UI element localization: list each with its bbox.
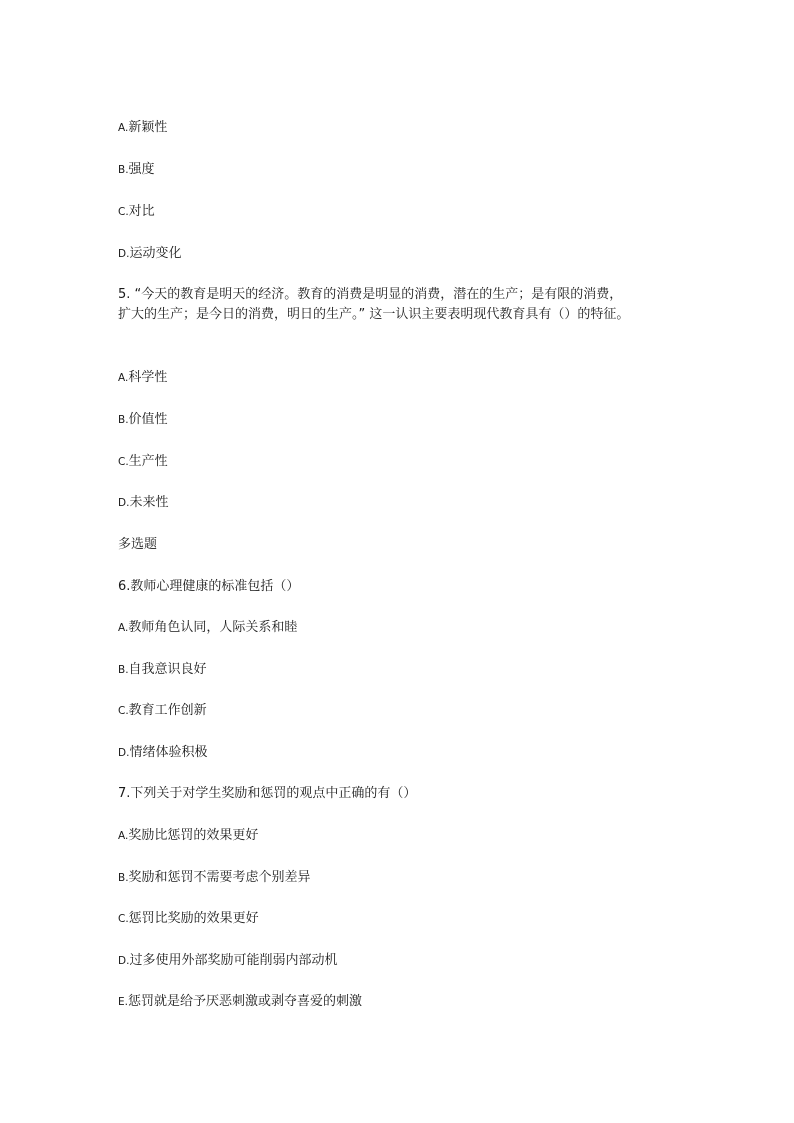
- option-text: 价值性: [128, 412, 168, 427]
- option-text: 奖励比惩罚的效果更好: [128, 828, 259, 843]
- question-6: 6.教师心理健康的标准包括（）: [118, 579, 300, 594]
- option-q7-c: [118, 909, 259, 929]
- option-letter: B.: [118, 664, 129, 676]
- option-letter: B.: [118, 414, 129, 426]
- option-q7-d: [118, 951, 337, 971]
- option-q5-b: [118, 410, 168, 430]
- option-letter: B.: [118, 872, 129, 884]
- option-letter: C.: [118, 913, 129, 925]
- option-letter: C.: [118, 206, 129, 218]
- option-text: 奖励和惩罚不需要考虑个别差异: [128, 870, 311, 885]
- option-text: 运动变化: [129, 246, 182, 261]
- option-letter: D.: [118, 955, 130, 967]
- option-letter: A.: [118, 622, 129, 634]
- option-letter: D.: [118, 248, 130, 260]
- question-5-line-2: 扩大的生产；是今日的消费，明日的生产。” 这一认识主要表明现代教育具有（）的特征。: [118, 307, 630, 322]
- option-q4-b: [118, 160, 155, 180]
- option-text: 强度: [128, 162, 155, 177]
- option-text: 教师角色认同，人际关系和睦: [128, 620, 298, 635]
- option-text: 惩罚就是给予厌恶刺激或剥夺喜爱的刺激: [127, 994, 362, 1009]
- option-text: 教育工作创新: [128, 703, 207, 718]
- option-text: 过多使用外部奖励可能削弱内部动机: [129, 953, 338, 968]
- option-q4-c: [118, 202, 155, 222]
- option-letter: C.: [118, 705, 129, 717]
- option-q6-b: [118, 660, 207, 680]
- option-text: 对比: [128, 204, 155, 219]
- option-letter: D.: [118, 497, 130, 509]
- option-letter: A.: [118, 830, 129, 842]
- option-letter: D.: [118, 747, 130, 759]
- option-q6-d: [118, 743, 207, 763]
- option-text: 生产性: [128, 454, 168, 469]
- option-letter: E.: [118, 996, 128, 1008]
- option-q6-c: [118, 701, 207, 721]
- option-q7-a: [118, 826, 258, 846]
- option-letter: A.: [118, 372, 129, 384]
- option-text: 未来性: [129, 495, 169, 510]
- option-text: 新颖性: [128, 120, 168, 135]
- option-text: 科学性: [128, 370, 168, 385]
- option-q7-b: [118, 868, 311, 888]
- option-q4-a: [118, 118, 167, 138]
- option-letter: A.: [118, 122, 129, 134]
- option-letter: B.: [118, 164, 129, 176]
- option-q5-d: [118, 493, 168, 513]
- option-q6-a: [118, 618, 297, 638]
- option-text: 自我意识良好: [128, 662, 207, 677]
- option-q5-a: [118, 368, 167, 388]
- option-q4-d: [118, 244, 181, 264]
- question-5-line-1: 5. “今天的教育是明天的经济。教育的消费是明显的消费，潜在的生产；是有限的消费，: [118, 287, 623, 302]
- option-q7-e: [118, 992, 362, 1012]
- option-q5-c: [118, 452, 168, 472]
- option-text: 情绪体验积极: [129, 745, 208, 760]
- question-7: 7.下列关于对学生奖励和惩罚的观点中正确的有（）: [118, 786, 417, 801]
- section-heading-multiple-choice: 多选题: [118, 537, 158, 552]
- option-text: 惩罚比奖励的效果更好: [128, 911, 259, 926]
- option-letter: C.: [118, 456, 129, 468]
